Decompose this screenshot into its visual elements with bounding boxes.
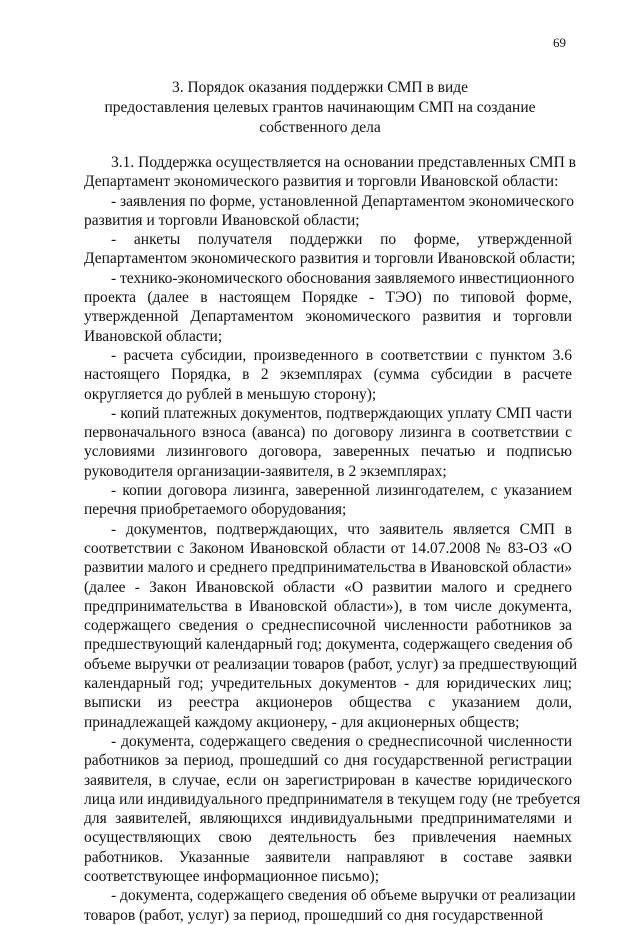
paragraph-line: лица или индивидуального предпринимателя в текущем году (не требуется bbox=[84, 790, 581, 808]
paragraph bbox=[84, 886, 576, 925]
document-body bbox=[84, 153, 581, 925]
page-number: 69 bbox=[553, 35, 566, 50]
paragraph-line: - копий платежных документов, подтверждающих уплату СМП части bbox=[111, 404, 572, 422]
paragraph-line: руководителя организации-заявителя, в 2 экземплярах; bbox=[84, 462, 447, 480]
paragraph bbox=[84, 520, 578, 732]
paragraph-line: проекта (далее в настоящем Порядке - ТЭО) по типовой форме, bbox=[84, 289, 572, 307]
section-title-line: 3. Порядок оказания поддержки СМП в виде bbox=[171, 79, 469, 96]
paragraph-line: содержащего сведения о среднесписочной численности работников за bbox=[84, 617, 572, 635]
paragraph-line: для заявителей, являющихся индивидуальными предпринимателями и bbox=[84, 810, 572, 828]
paragraph-line: Департаментом экономического развития и торговли Ивановской области; bbox=[84, 250, 576, 268]
section-title-line: предоставления целевых грантов начинающим СМП на создание bbox=[104, 99, 536, 116]
paragraph-line: - анкеты получателя поддержки по форме, утвержденной bbox=[111, 231, 572, 249]
paragraph-line: 3.1. Поддержка осуществляется на основании представленных СМП в bbox=[111, 154, 576, 171]
paragraph-line: Департамент экономического развития и торговли Ивановской области: bbox=[84, 173, 559, 191]
paragraph bbox=[84, 192, 572, 231]
paragraph bbox=[84, 404, 572, 481]
paragraph-line: заявителя, в случае, если он зарегистрирован в качестве юридического bbox=[84, 771, 572, 789]
paragraph-line: товаров (работ, услуг) за период, прошедший со дня государственной bbox=[84, 906, 543, 924]
paragraph-line: соответствующее информационное письмо); bbox=[84, 867, 380, 885]
section-title bbox=[60, 78, 580, 138]
paragraph bbox=[84, 153, 576, 192]
paragraph-line: предшествующий календарный год; документа, содержащего сведения об bbox=[84, 636, 573, 654]
paragraph-line: соответствии с Законом Ивановской области от 14.07.2008 № 83-ОЗ «О bbox=[84, 539, 572, 557]
paragraph-line: округляется до рублей в меньшую сторону); bbox=[84, 385, 377, 403]
paragraph-line: - заявления по форме, установленной Департаментом экономического bbox=[111, 192, 574, 210]
paragraph-line: - копии договора лизинга, заверенной лизингодателем, с указанием bbox=[111, 482, 572, 500]
paragraph-line: - расчета субсидии, произведенного в соответствии с пунктом 3.6 bbox=[111, 346, 572, 364]
paragraph-line: выписки из реестра акционеров общества с указанием доли, bbox=[84, 694, 572, 712]
paragraph-line: утвержденной Департаментом экономического развития и торговли bbox=[84, 308, 572, 326]
section-title-line: собственного дела bbox=[259, 119, 381, 136]
paragraph-line: - документа, содержащего сведения о среднесписочной численности bbox=[111, 732, 572, 750]
paragraph-line: объеме выручки от реализации товаров (работ, услуг) за предшествующий bbox=[84, 655, 578, 673]
paragraph-line: развития и торговли Ивановской области; bbox=[84, 211, 360, 229]
paragraph-line: работников. Указанные заявители направляют в составе заявки bbox=[84, 848, 572, 866]
paragraph-line: настоящего Порядка, в 2 экземплярах (сумма субсидии в расчете bbox=[84, 366, 572, 384]
paragraph-line: работников за период, прошедший со дня государственной регистрации bbox=[84, 752, 572, 770]
paragraph bbox=[84, 346, 572, 404]
paragraph-line: календарный год; учредительных документов - для юридических лиц; bbox=[84, 675, 572, 693]
paragraph-line: первоначального взноса (аванса) по договору лизинга в соответствии с bbox=[84, 424, 572, 442]
paragraph-line: Ивановской области; bbox=[84, 327, 223, 345]
paragraph bbox=[84, 269, 575, 346]
paragraph-line: - документа, содержащего сведения об объеме выручки от реализации bbox=[111, 887, 576, 905]
paragraph-line: - документов, подтверждающих, что заявитель является СМП в bbox=[111, 520, 572, 538]
paragraph bbox=[84, 481, 572, 520]
paragraph-line: условиями лизингового договора, заверенных печатью и подписью bbox=[84, 443, 572, 461]
paragraph bbox=[84, 230, 576, 269]
paragraph-line: осуществляющих свою деятельность без привлечения наемных bbox=[84, 829, 572, 847]
paragraph-line: развитии малого и среднего предпринимательства в Ивановской области» bbox=[84, 559, 572, 577]
paragraph-line: перечня приобретаемого оборудования; bbox=[84, 501, 347, 519]
paragraph-line: - технико-экономического обоснования заявляемого инвестиционного bbox=[111, 269, 575, 287]
paragraph-line: (далее - Закон Ивановской области «О развитии малого и среднего bbox=[84, 578, 572, 596]
paragraph bbox=[84, 732, 581, 886]
paragraph-line: предпринимательства в Ивановской области»), в том числе документа, bbox=[84, 597, 572, 615]
paragraph-line: принадлежащей каждому акционеру, - для акционерных обществ; bbox=[84, 713, 520, 731]
